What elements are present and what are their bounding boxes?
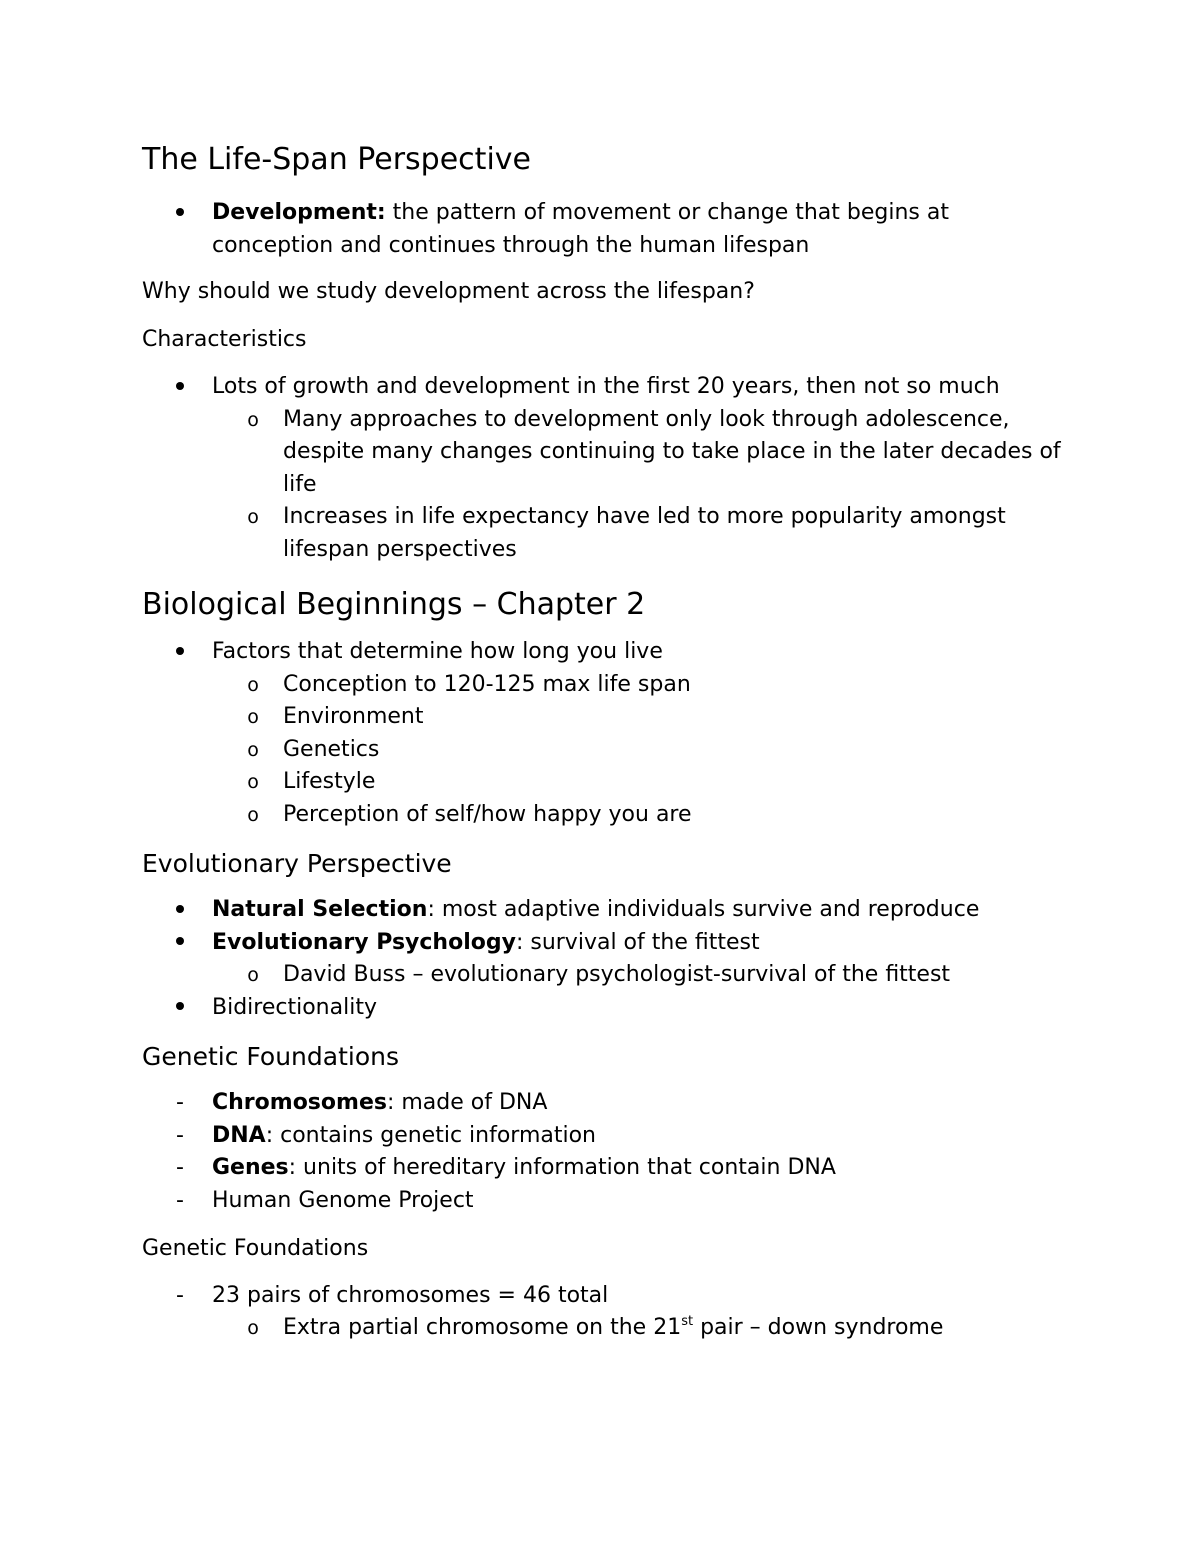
term-dna: DNA <box>212 1122 266 1148</box>
circle-marker: o <box>247 506 259 528</box>
subbullet-down-syndrome <box>142 1312 1072 1345</box>
definition-development: the pattern of movement or change that begins at conception and continues through the human lifespan <box>212 200 949 258</box>
subbullet-text-b: pair – down syndrome <box>693 1315 944 1340</box>
definition-evolutionary-psychology: : survival of the fittest <box>515 929 760 955</box>
subbullet-approaches <box>142 404 1072 502</box>
subbullet-life-expectancy <box>142 501 1072 566</box>
bullet-growth <box>142 371 1072 404</box>
dash-marker: - <box>176 1187 184 1213</box>
subbullet-factor <box>142 669 1072 702</box>
bullet-evolutionary-psychology <box>142 927 1072 960</box>
heading-life-span-perspective: The Life-Span Perspective <box>142 142 531 177</box>
subbullet-factor <box>142 701 1072 734</box>
definition-dna: : contains genetic information <box>265 1122 597 1148</box>
subbullet-text: Conception to 120-125 max life span <box>283 671 691 697</box>
bullet-marker <box>170 992 190 1025</box>
bullet-development <box>142 197 1072 262</box>
heading-evolutionary-perspective: Evolutionary Perspective <box>142 849 452 878</box>
bullet-marker <box>170 197 190 230</box>
subbullet-text: Increases in life expectancy have led to more popularity amongst lifespan perspectives <box>283 504 1006 562</box>
dash-item-chromosomes <box>142 1087 1072 1120</box>
subbullet-text: Perception of self/how happy you are <box>283 801 692 827</box>
subbullet-text-a: Extra partial chromosome on the 21 <box>283 1315 682 1340</box>
heading-genetic-foundations: Genetic Foundations <box>142 1042 399 1071</box>
dash-marker: - <box>176 1122 184 1148</box>
dash-item-chromosome-pairs <box>142 1280 1072 1313</box>
dash-marker: - <box>176 1282 184 1308</box>
subbullet-text: Environment <box>283 704 424 729</box>
subbullet-text: Lifestyle <box>283 769 376 794</box>
bullet-natural-selection <box>142 894 1072 927</box>
circle-marker: o <box>247 408 259 431</box>
subbullet-factor <box>142 766 1072 799</box>
term-evolutionary-psychology: Evolutionary Psychology <box>212 929 516 955</box>
subbullet-text: David Buss – evolutionary psychologist-survival of the fittest <box>283 962 951 987</box>
term-natural-selection: Natural Selection <box>212 897 428 922</box>
subbullet-factor <box>142 799 1072 832</box>
dash-item-dna <box>142 1120 1072 1153</box>
term-development: Development: <box>212 200 386 225</box>
term-genes: Genes <box>212 1155 289 1180</box>
bullet-marker <box>170 894 190 927</box>
dash-marker: - <box>176 1090 184 1115</box>
circle-marker: o <box>247 706 259 728</box>
heading-biological-beginnings: Biological Beginnings – Chapter 2 <box>142 587 646 622</box>
document-content <box>142 141 1072 1345</box>
dash-item-text: Human Genome Project <box>212 1187 474 1213</box>
circle-marker: o <box>247 803 259 826</box>
circle-marker: o <box>247 771 259 793</box>
subheading-characteristics: Characteristics <box>142 326 307 352</box>
subbullet-david-buss <box>142 959 1072 992</box>
subbullet-factor <box>142 734 1072 767</box>
circle-marker: o <box>247 1317 259 1339</box>
dash-item-genes <box>142 1152 1072 1185</box>
subheading-genetic-foundations: Genetic Foundations <box>142 1236 369 1261</box>
circle-marker: o <box>247 673 259 696</box>
dash-marker: - <box>176 1155 184 1180</box>
definition-chromosomes: : made of DNA <box>386 1090 548 1115</box>
bullet-marker <box>170 636 190 669</box>
definition-genes: : units of hereditary information that contain DNA <box>288 1155 836 1180</box>
question-why-study: Why should we study development across the lifespan? <box>142 279 755 304</box>
bullet-factors <box>142 636 1072 669</box>
ordinal-superscript: st <box>681 1314 694 1329</box>
bullet-text: Bidirectionality <box>212 994 377 1020</box>
dash-item-human-genome-project <box>142 1185 1072 1218</box>
term-chromosomes: Chromosomes <box>212 1090 387 1115</box>
subbullet-text: Genetics <box>283 736 380 762</box>
circle-marker: o <box>247 738 259 761</box>
bullet-text: Factors that determine how long you live <box>212 639 663 664</box>
bullet-bidirectionality <box>142 992 1072 1025</box>
bullet-marker <box>170 371 190 404</box>
subbullet-text: Many approaches to development only look through adolescence, despite many changes continuing to take place in the later decades of life <box>283 406 1061 497</box>
bullet-marker <box>170 927 190 960</box>
dash-item-text: 23 pairs of chromosomes = 46 total <box>212 1282 609 1308</box>
definition-natural-selection: : most adaptive individuals survive and reproduce <box>427 897 980 922</box>
circle-marker: o <box>247 964 259 986</box>
bullet-text: Lots of growth and development in the first 20 years, then not so much <box>212 374 1000 399</box>
